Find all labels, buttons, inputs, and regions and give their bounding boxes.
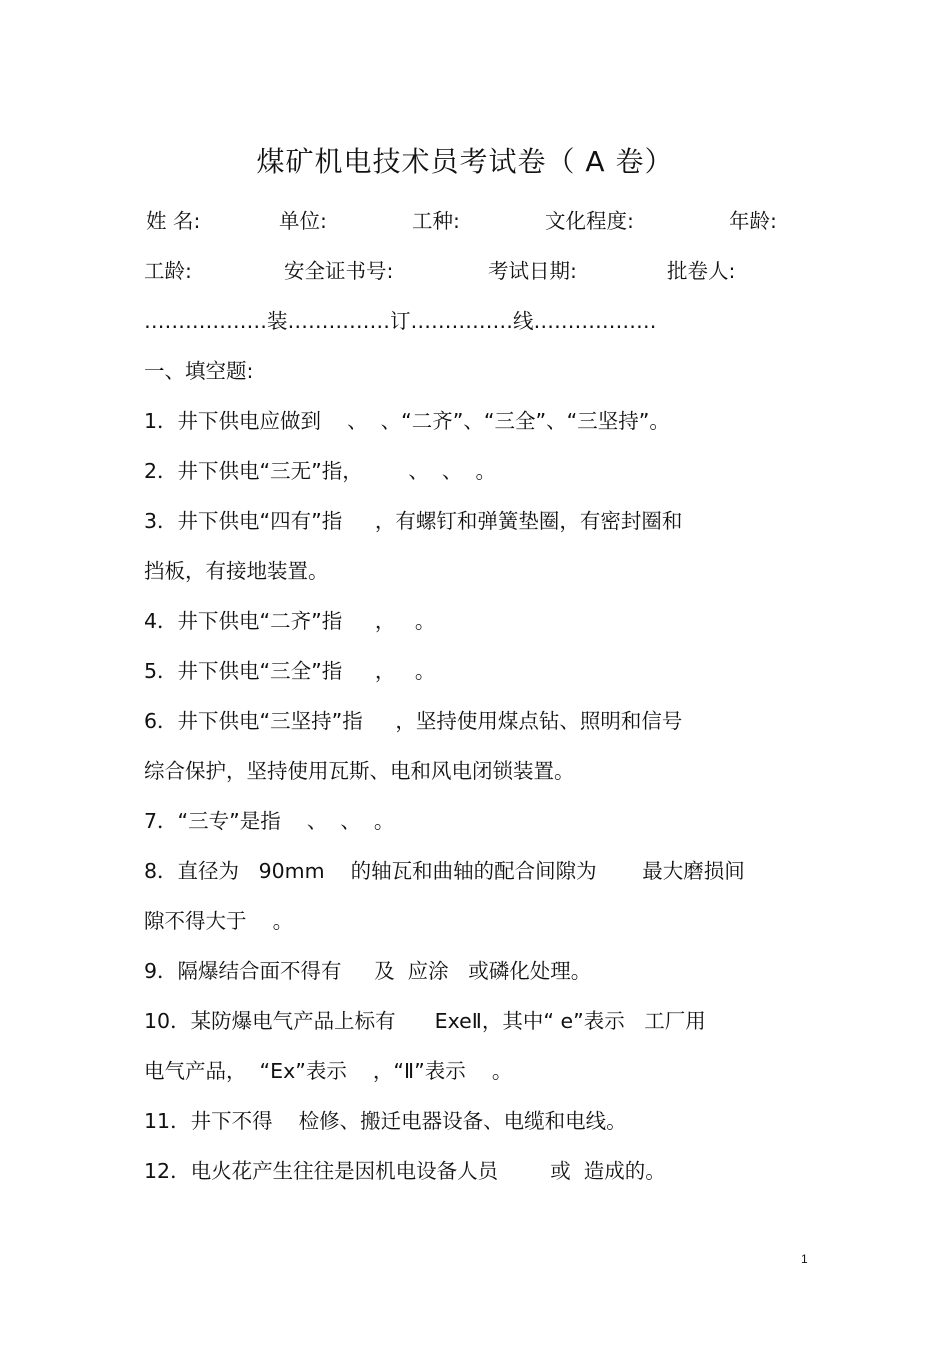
unit-label: 单位:	[279, 209, 327, 233]
cert-no-label: 安全证书号:	[284, 259, 394, 283]
grader-label: 批卷人:	[667, 259, 736, 283]
question-line: 综合保护，坚持使用瓦斯、电和风电闭锁装置。	[144, 759, 575, 783]
question-line: 1．井下供电应做到 、 、“二齐”、“三全”、“三坚持”。	[144, 409, 670, 433]
question-line: 电气产品， “Ex”表示 ，“Ⅱ”表示 。	[144, 1059, 513, 1083]
binding-line: ………………装……………订……………线………………	[144, 309, 657, 333]
question-line: 9．隔爆结合面不得有 及 应涂 或磷化处理。	[144, 959, 592, 983]
question-line: 12．电火花产生往往是因机电设备人员 或 造成的。	[144, 1159, 666, 1183]
page-title: 煤矿机电技术员考试卷（ A 卷）	[256, 145, 674, 178]
section-heading: 一、填空题:	[144, 359, 254, 383]
education-label: 文化程度:	[545, 209, 634, 233]
question-line: 3．井下供电“四有”指 ，有螺钉和弹簧垫圈，有密封圈和	[144, 509, 683, 533]
page-number: 1	[801, 1252, 808, 1266]
question-line: 隙不得大于 。	[144, 909, 294, 933]
age-label: 年龄:	[729, 209, 777, 233]
question-line: 10．某防爆电气产品上标有 ExeⅡ，其中“ e”表示 工厂用	[144, 1009, 706, 1033]
question-line: 挡板，有接地装置。	[144, 559, 329, 583]
question-line: 7．“三专”是指 、 、 。	[144, 809, 395, 833]
name-label: 姓 名:	[146, 209, 201, 233]
question-line: 2．井下供电“三无”指， 、 、 。	[144, 459, 496, 483]
seniority-label: 工龄:	[144, 259, 192, 283]
question-line: 8．直径为 90mm 的轴瓦和曲轴的配合间隙为 最大磨损间	[144, 859, 745, 883]
question-line: 5．井下供电“三全”指 ， 。	[144, 659, 436, 683]
question-line: 4．井下供电“二齐”指 ， 。	[144, 609, 436, 633]
question-line: 11．井下不得 检修、搬迁电器设备、电缆和电线。	[144, 1109, 627, 1133]
question-line: 6．井下供电“三坚持”指 ，坚持使用煤点钻、照明和信号	[144, 709, 683, 733]
exam-date-label: 考试日期:	[488, 259, 577, 283]
job-label: 工种:	[412, 209, 460, 233]
